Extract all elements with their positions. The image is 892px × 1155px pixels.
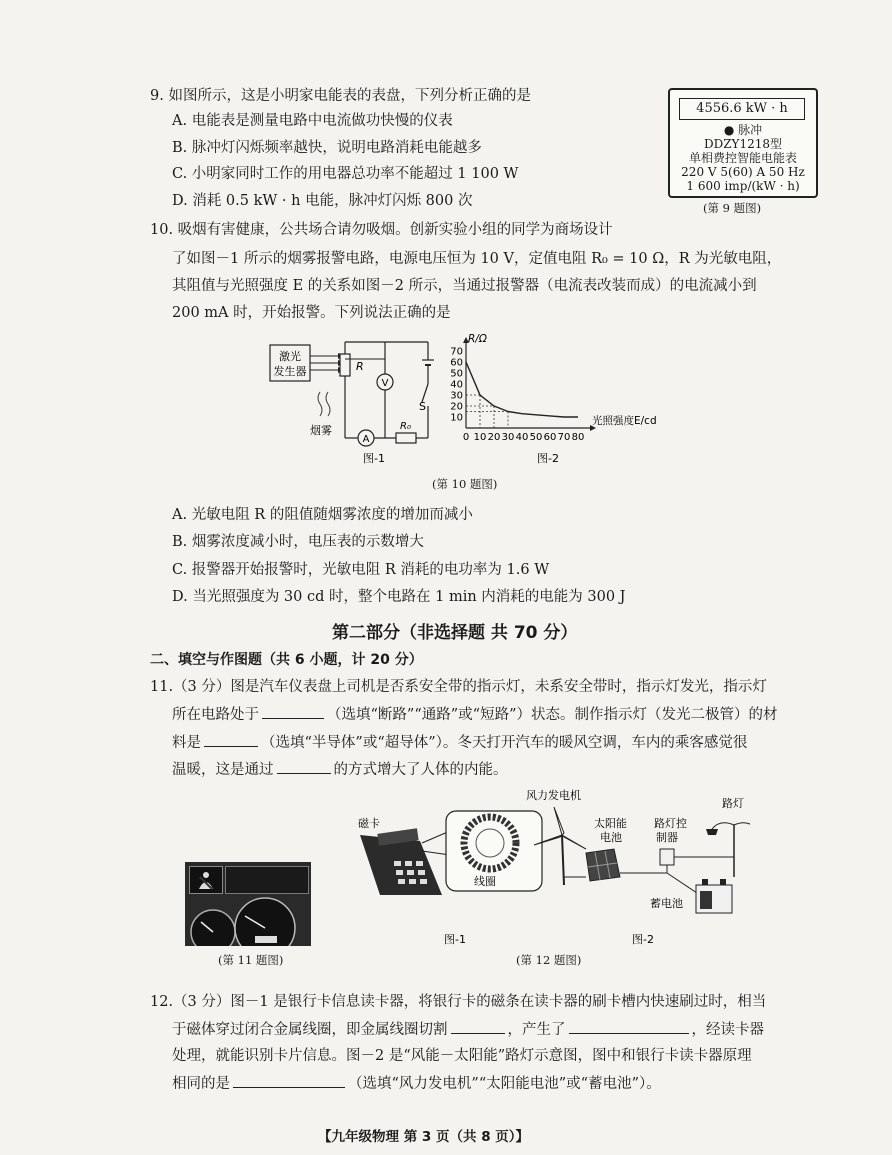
q12-line-1: 12.（3 分）图－1 是银行卡信息读卡器，将银行卡的磁条在读卡器的刷卡槽内快速刷过时，相当 — [150, 994, 767, 1010]
q12-fig2-caption: 图-2 — [632, 933, 654, 946]
q12-line-4a: 相同的是 — [172, 1076, 230, 1092]
q10-line-3: 其阻值与光照强度 E 的关系如图－2 所示，当通过报警器（电流表改装而成）的电流减小到 — [172, 278, 757, 294]
ammeter-label: A — [362, 434, 370, 445]
x-tick-label: 40 — [515, 432, 529, 443]
controller-label-1: 路灯控 — [654, 817, 687, 830]
r-label: R — [356, 360, 364, 373]
lamp-label: 路灯 — [722, 797, 744, 810]
q12-blank-1[interactable] — [451, 1019, 505, 1034]
q11-line-4b: 的方式增大了人体的内能。 — [333, 762, 508, 778]
q11-line-3b: （选填“半导体”或“超导体”）。冬天打开汽车的暖风空调，车内的乘客感觉很 — [261, 735, 748, 751]
meter-type: 单相费控智能电能表 — [688, 151, 797, 165]
q10-line-4: 200 mA 时，开始报警。下列说法正确的是 — [172, 305, 451, 321]
q12-caption: (第 12 题图) — [516, 953, 582, 967]
q11-line-3a: 料是 — [172, 735, 201, 751]
seatbelt-warning-icon — [189, 866, 223, 894]
street-lamp-controller-icon — [660, 849, 674, 865]
q11-line-4 — [172, 759, 508, 780]
y-tick-label: 30 — [450, 390, 463, 402]
q10-option-b: B. 烟雾浓度减小时，电压表的示数增大 — [172, 534, 424, 550]
q10-line-2: 了如图－1 所示的烟雾报警电路，电源电压恒为 10 V，定值电阻 R₀ = 10 Ω，R 为光敏电阻， — [172, 251, 782, 267]
q12-line-2 — [172, 1019, 764, 1040]
q11-line-4a: 温暖，这是通过 — [172, 762, 274, 778]
wind-label: 风力发电机 — [526, 789, 581, 802]
q11-line-2a: 所在电路处于 — [172, 707, 259, 723]
q11-blank-3[interactable] — [277, 759, 331, 774]
meter-model: DDZY1218型 — [703, 137, 783, 151]
x-tick-label: 80 — [571, 432, 585, 443]
resistance-curve — [466, 362, 578, 417]
switch-label: S — [419, 400, 426, 413]
q11-line-1: 11.（3 分）图是汽车仪表盘上司机是否系安全带的指示灯，未系安全带时，指示灯发光，指示灯 — [150, 679, 767, 695]
q12-fig1-caption: 图-1 — [444, 933, 466, 946]
q9-option-c: C. 小明家同时工作的用电器总功率不能超过 1 100 W — [172, 166, 519, 182]
q11-blank-2[interactable] — [204, 732, 258, 747]
q10-option-a: A. 光敏电阻 R 的阻值随烟雾浓度的增加而减小 — [172, 507, 473, 523]
y-tick-label: 40 — [450, 379, 463, 391]
x-tick-label: 50 — [529, 432, 543, 443]
dashboard-photo — [185, 862, 311, 946]
smoke-alarm-circuit-diagram — [262, 330, 442, 470]
q11-caption: (第 11 题图) — [218, 953, 284, 967]
speedometer-gauges-icon — [185, 892, 311, 946]
x-tick-label: 10 — [473, 432, 487, 443]
section-heading: 二、填空与作图题（共 6 小题，计 20 分） — [150, 652, 423, 668]
solar-label-2: 电池 — [600, 831, 622, 844]
part2-title: 第二部分（非选择题 共 70 分） — [332, 623, 578, 643]
y-tick-label: 70 — [450, 346, 463, 358]
r0-label: R₀ — [400, 421, 411, 432]
y-tick-label: 10 — [450, 412, 463, 424]
x-tick-label: 70 — [557, 432, 571, 443]
q10-option-d: D. 当光照强度为 30 cd 时，整个电路在 1 min 内消耗的电能为 300 J — [172, 589, 626, 605]
q12-figures — [350, 785, 750, 955]
fig2-caption: 图-2 — [537, 452, 559, 465]
chart-y-label: R/Ω — [468, 333, 487, 345]
y-tick-label: 60 — [450, 357, 463, 369]
q9-stem: 9. 如图所示，这是小明家电能表的表盘，下列分析正确的是 — [150, 88, 531, 104]
meter-constant: 1 600 imp/(kW · h) — [686, 179, 800, 193]
storage-battery-icon — [696, 879, 732, 913]
resistor-r0 — [396, 433, 416, 443]
fig1-caption: 图-1 — [363, 452, 385, 465]
street-lamp-icon — [706, 823, 750, 877]
y-tick-label: 20 — [450, 401, 463, 413]
q9-option-d: D. 消耗 0.5 kW · h 电能，脉冲灯闪烁 800 次 — [172, 193, 473, 209]
chart-x-label: 光照强度E/cd — [592, 415, 657, 427]
x-tick-label: 0 — [462, 432, 470, 443]
q9-option-b: B. 脉冲灯闪烁频率越快，说明电路消耗电能越多 — [172, 140, 482, 156]
meter-reading: 4556.6 kW · h — [679, 98, 805, 120]
q12-blank-2[interactable] — [569, 1019, 689, 1034]
q11-blank-1[interactable] — [262, 704, 324, 719]
q10-line-1: 10. 吸烟有害健康，公共场合请勿吸烟。创新实验小组的同学为商场设计 — [150, 222, 613, 238]
q12-line-3: 处理，就能识别卡片信息。图－2 是“风能－太阳能”路灯示意图，图中和银行卡读卡器原理 — [172, 1048, 752, 1064]
laser-label-1: 激光 — [279, 350, 301, 363]
q11-line-3 — [172, 732, 747, 753]
q10-option-c: C. 报警器开始报警时，光敏电阻 R 消耗的电功率为 1.6 W — [172, 562, 550, 578]
q12-line-2a: 于磁体穿过闭合金属线圈，即金属线圈切割 — [172, 1022, 448, 1038]
q9-option-a: A. 电能表是测量电路中电流做功快慢的仪表 — [172, 113, 453, 129]
q12-line-2b: ，产生了 — [507, 1022, 566, 1038]
x-tick-label: 60 — [543, 432, 557, 443]
solar-label-1: 太阳能 — [594, 817, 627, 830]
page-footer: 【九年级物理 第 3 页（共 8 页）】 — [318, 1129, 530, 1145]
controller-label-2: 制器 — [656, 831, 678, 844]
q11-line-2b: （选填“断路”“通路”或“短路”）状态。制作指示灯（发光二极管）的材 — [327, 707, 778, 723]
voltmeter-label: V — [381, 378, 389, 389]
meter-rating: 220 V 5(60) A 50 Hz — [681, 165, 805, 179]
x-tick-label: 20 — [487, 432, 501, 443]
coil-label: 线圈 — [474, 875, 496, 888]
laser-label-2: 发生器 — [273, 365, 307, 378]
q10-caption: (第 10 题图) — [432, 477, 498, 491]
q12-blank-3[interactable] — [233, 1073, 345, 1088]
battery-label: 蓄电池 — [650, 897, 683, 910]
resistance-vs-illuminance-chart — [448, 330, 678, 470]
energy-meter-panel — [668, 88, 818, 198]
q12-line-4b: （选填“风力发电机”“太阳能电池”或“蓄电池”）。 — [348, 1076, 661, 1092]
q11-line-2 — [172, 704, 777, 725]
meter-pulse: ● 脉冲 — [723, 123, 763, 137]
q12-line-4 — [172, 1073, 661, 1094]
y-tick-label: 50 — [450, 368, 463, 380]
smoke-label: 烟雾 — [310, 424, 332, 437]
q12-line-2c: ，经读卡器 — [691, 1022, 764, 1038]
q9-caption: (第 9 题图) — [703, 201, 762, 215]
x-tick-label: 30 — [501, 432, 515, 443]
solar-panel-icon — [586, 849, 620, 881]
photoresistor-r — [340, 354, 350, 376]
card-label: 磁卡 — [358, 817, 380, 830]
